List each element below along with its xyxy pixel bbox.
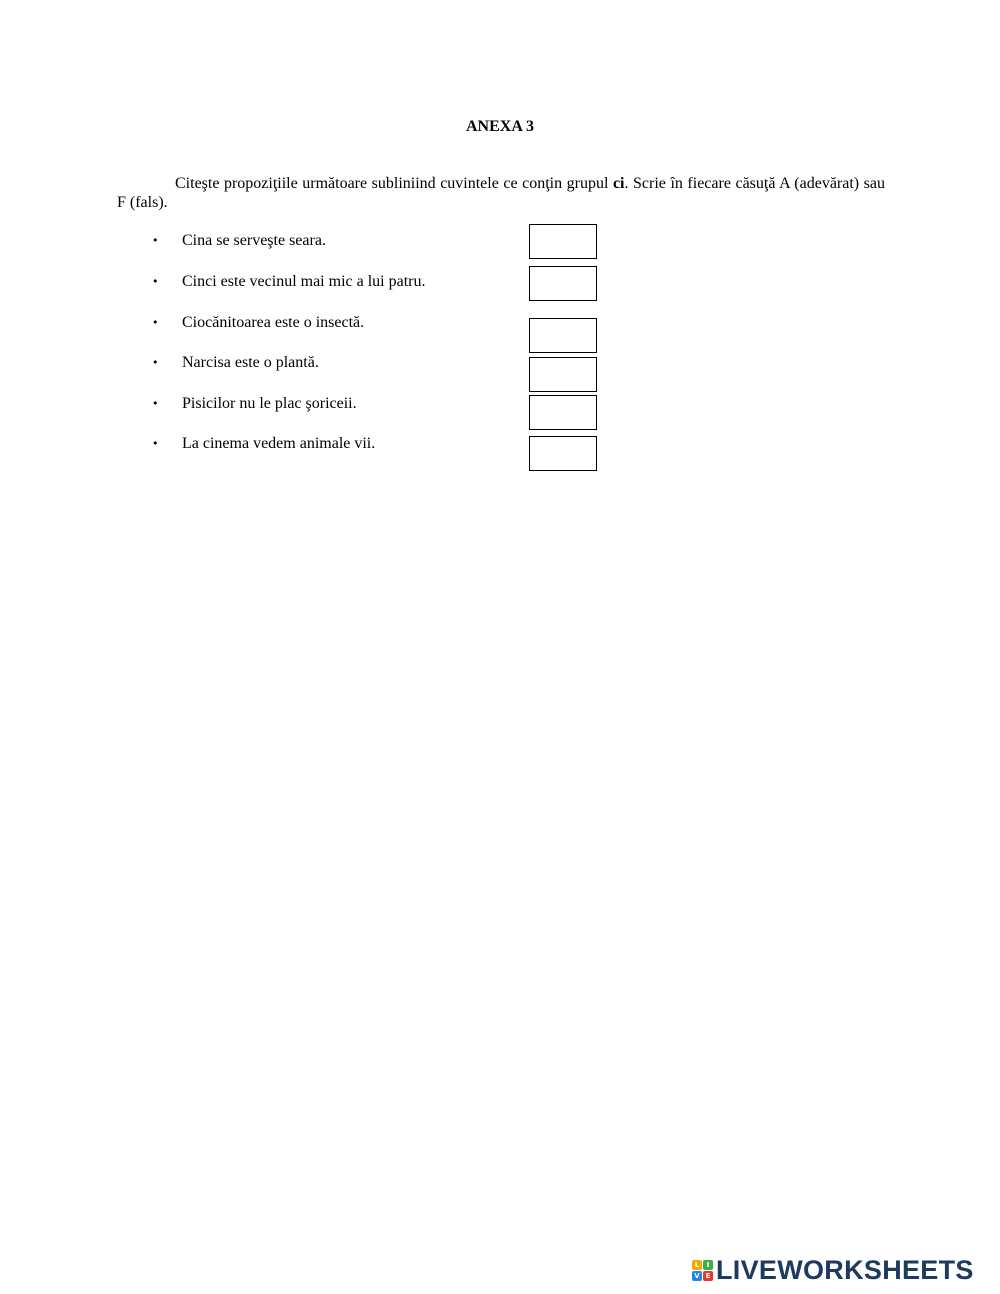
bullet-icon: • xyxy=(152,356,159,369)
bullet-icon: • xyxy=(152,234,159,247)
answer-box-6[interactable] xyxy=(529,436,597,471)
statement-text: Cinci este vecinul mai mic a lui patru. xyxy=(182,273,426,290)
bullet-icon: • xyxy=(152,275,159,288)
answer-box-5[interactable] xyxy=(529,395,597,430)
instruction-group-ci: ci xyxy=(612,175,625,192)
answer-box-1[interactable] xyxy=(529,224,597,259)
statement-item-5 xyxy=(152,394,357,414)
instruction-text-start: Citeşte propoziţiile următoare subliniind cuvintele ce conţin grupul xyxy=(175,175,613,192)
liveworksheets-logo xyxy=(692,1256,974,1284)
statement-item-4 xyxy=(152,353,319,373)
bullet-icon: • xyxy=(152,316,159,329)
logo-mark-icon xyxy=(692,1260,713,1281)
bullet-icon: • xyxy=(152,397,159,410)
page-title: ANEXA 3 xyxy=(465,118,534,135)
logo-letter-i: I xyxy=(703,1260,713,1270)
logo-letter-e: E xyxy=(703,1271,713,1281)
instruction-text-end: . Scrie în fiecare căsuţă A (adevărat) sau F (fals). xyxy=(117,175,885,211)
statement-item-3 xyxy=(152,313,364,333)
bullet-icon: • xyxy=(152,437,159,450)
logo-text: LIVEWORKSHEETS xyxy=(716,1255,974,1285)
logo-letter-l: L xyxy=(692,1260,702,1270)
statement-text: Narcisa este o plantă. xyxy=(182,354,319,371)
statement-item-2 xyxy=(152,272,425,292)
instruction-text xyxy=(117,174,885,212)
answer-box-3[interactable] xyxy=(529,318,597,353)
statement-text: Pisicilor nu le plac şoriceii. xyxy=(182,395,357,412)
answer-box-2[interactable] xyxy=(529,266,597,301)
statement-text: Ciocănitoarea este o insectă. xyxy=(182,314,365,331)
statement-item-1 xyxy=(152,231,326,251)
statement-text: La cinema vedem animale vii. xyxy=(182,435,376,452)
statement-text: Cina se serveşte seara. xyxy=(182,232,326,249)
answer-box-4[interactable] xyxy=(529,357,597,392)
logo-letter-v: V xyxy=(692,1271,702,1281)
statement-item-6 xyxy=(152,434,375,454)
